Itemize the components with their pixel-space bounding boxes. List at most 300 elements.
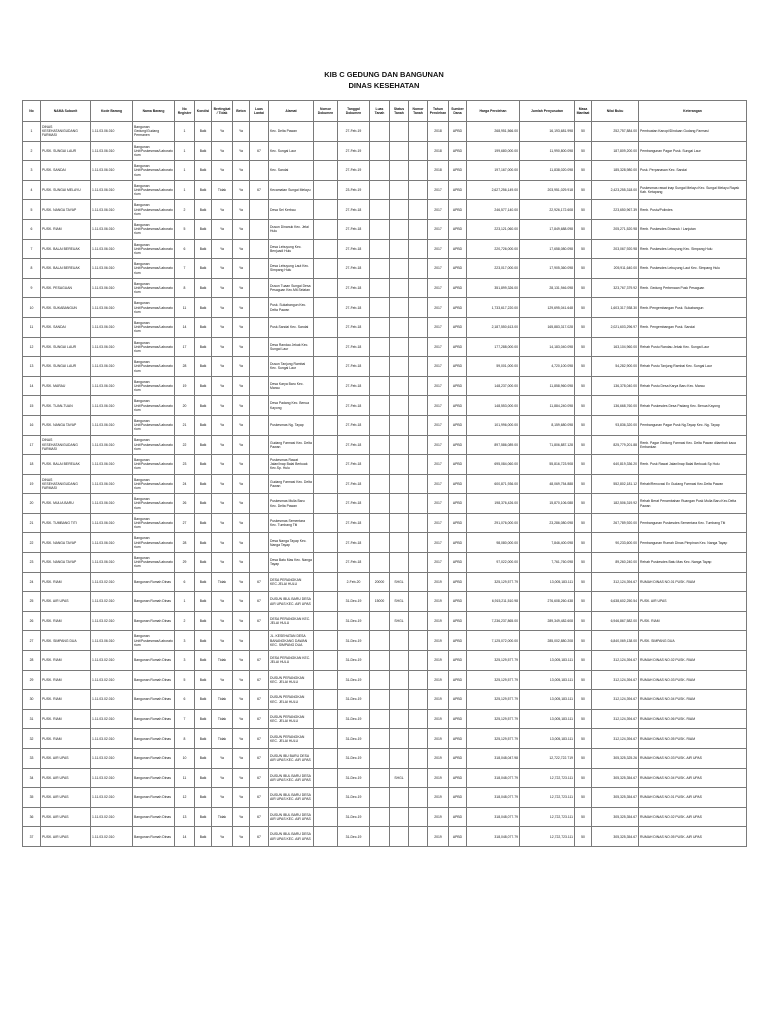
table-cell: Baik [195,219,212,239]
table-cell: 305,325,354.67 [592,768,639,788]
table-cell [390,729,409,749]
table-cell: Bangunan Rumah Dinas [133,572,175,592]
table-cell: Ya [212,298,233,318]
table-cell: Ya [212,611,233,631]
table-cell: 50 [575,455,592,475]
table-cell: PUSK. SUNGAI LAUR [41,141,91,161]
table-cell: 305,325,325.26 [592,749,639,769]
table-cell: Ya [212,122,233,142]
table-row [23,317,747,337]
table-cell: RUMAH DINAS NO.04 PUSK. RIAM [639,690,747,710]
table-cell: 31-Dec-19 [338,827,370,847]
table-cell: 203,951,029.918 [520,180,575,200]
table-cell: PUSK. BALAI BEREUAK [41,239,91,259]
table-row [23,239,747,259]
table-cell: APBD [449,337,467,357]
table-cell: 101,996,000.00 [467,415,520,435]
table-cell [390,180,409,200]
table-cell: Pembangunan Pagar Pusk Ng.Tayap Kec. Ng. Tayap [639,415,747,435]
table-cell [409,278,428,298]
table-cell: PUSK. SUNGAI MELAYU [41,180,91,200]
table-cell: Desa Sei Kerbau [269,200,314,220]
table-cell: 2019 [428,631,449,651]
table-cell: Baik [195,122,212,142]
table-cell: Kec. Delta Pawan [269,122,314,142]
table-cell: Desa Batu Mas Kec. Nanga Tayap [269,553,314,573]
table-cell [250,337,269,357]
table-cell: Ya [212,768,233,788]
table-row [23,376,747,396]
table-cell: 1.11.03.06.010 [91,376,133,396]
table-cell [250,239,269,259]
table-cell [314,435,338,455]
table-cell: 27 [23,631,41,651]
inventory-table [22,100,747,847]
table-cell [314,337,338,357]
table-cell: 12,722,722.719 [520,749,575,769]
table-cell: 182,506,319.92 [592,494,639,514]
table-cell: 252,757,884.00 [592,122,639,142]
table-cell [409,239,428,259]
table-cell: 1.11.03.02.010 [91,749,133,769]
table-cell: 312,124,394.67 [592,572,639,592]
column-header: Keterangan [639,101,747,122]
table-cell: Renb. Puskesdes Lebuyung Kec. Simpang Hulu [639,239,747,259]
table-cell [390,122,409,142]
table-cell: Bangunan Unit/Puskesmas/Laboratorium [133,141,175,161]
table-cell: PUSK. SANDAI [41,161,91,181]
table-cell: PUSK. SUNGAI LAUR [41,357,91,377]
table-cell [409,611,428,631]
column-header: No [23,101,41,122]
table-cell: PUSK. TUAN-TUAN [41,396,91,416]
table-cell: Baik [195,749,212,769]
table-row [23,337,747,357]
table-cell [314,788,338,808]
table-row [23,533,747,553]
table-cell: Dusun Tuaan Sungai Desa Pesaguan Kec.Mtl.Selatan [269,278,314,298]
table-cell: 6,840,069,138.00 [592,631,639,651]
table-cell: Desa Randau Jekak Kec. Sungai Laur [269,337,314,357]
table-cell [390,827,409,847]
table-cell: 67 [250,729,269,749]
table-cell: 10 [23,298,41,318]
table-row [23,455,747,475]
table-cell: 148,237,000.00 [467,376,520,396]
table-cell: 6,915,211,510.98 [467,592,520,612]
table-cell: 7 [175,709,195,729]
table-cell: Ya [233,180,250,200]
table-cell: Ya [233,337,250,357]
table-cell: Bangunan Unit/Puskesmas/Laboratorium [133,200,175,220]
table-cell [390,455,409,475]
table-cell [250,455,269,475]
table-cell: 50 [575,807,592,827]
table-cell: Ya [233,827,250,847]
table-cell: DUSUN IBUL BARU DESA AIR UPAS KEC. AIR UPAS [269,807,314,827]
table-cell: 32 [23,729,41,749]
table-cell: 325,129,577.79 [467,709,520,729]
table-cell: Ya [212,788,233,808]
table-cell: PUSK. PESAGUAN [41,278,91,298]
table-cell: PUSK. NANGA TAYAP [41,533,91,553]
table-cell: Ya [233,690,250,710]
table-cell [314,161,338,181]
table-cell: Bangunan Unit/Puskesmas/Laboratorium [133,278,175,298]
table-cell: 4 [23,180,41,200]
table-cell [390,161,409,181]
table-cell [409,788,428,808]
table-cell: 67 [250,788,269,808]
table-cell: 50 [575,396,592,416]
table-cell: Renb. Pagar Gedung Farmasi Kec. Delta Pawan dilambah kaca Embankan [639,435,747,455]
table-cell: 50 [575,180,592,200]
table-cell: 8 [23,259,41,279]
table-cell: 2,423,255,318.00 [592,180,639,200]
table-cell [390,690,409,710]
table-cell: 2018 [428,161,449,181]
table-cell: Baik [195,807,212,827]
table-cell: Bangunan Rumah Dinas [133,768,175,788]
table-row [23,827,747,847]
table-cell: 2017 [428,317,449,337]
table-cell: Ya [233,298,250,318]
table-cell: DESA PERANGKAN KEC. JELAI HULU [269,611,314,631]
table-cell: Baik [195,670,212,690]
table-cell: Baik [195,611,212,631]
table-cell: PUSK. RIAM [41,219,91,239]
table-cell: 1.11.03.06.010 [91,455,133,475]
table-cell: 27-Feb-19 [338,161,370,181]
table-cell: 11 [23,317,41,337]
table-cell: 50 [575,278,592,298]
table-cell: 24 [175,474,195,494]
table-cell [409,768,428,788]
table-cell: 351,899,326.00 [467,278,520,298]
table-cell: 13,005,183.111 [520,729,575,749]
table-cell: 14 [23,376,41,396]
table-cell: RUMAH DINAS NO.02 PUSK. AIR UPAS [639,807,747,827]
table-cell: 27-Feb-18 [338,357,370,377]
table-cell: 312,124,394.67 [592,690,639,710]
table-cell: 2017 [428,200,449,220]
table-cell: 16 [23,415,41,435]
table-cell: Baik [195,827,212,847]
table-cell: 3 [175,631,195,651]
table-cell: 98,080,000.00 [467,533,520,553]
table-cell [370,827,390,847]
table-row [23,631,747,651]
table-cell: 2019 [428,611,449,631]
table-cell: Baik [195,278,212,298]
table-cell: 50 [575,513,592,533]
table-cell [390,219,409,239]
table-cell: 2019 [428,572,449,592]
table-cell: 1.11.03.02.010 [91,807,133,827]
table-cell: APBD [449,611,467,631]
table-cell [250,219,269,239]
table-cell: Ya [233,670,250,690]
table-cell: 1.11.03.06.010 [91,474,133,494]
table-cell: 50 [575,219,592,239]
table-cell: Puskesmas Rawat Jalan/Inap Balai Berkuak Kec.Sp. Hulu [269,455,314,475]
table-cell: Desa Nanga Tayap Kec. Nanga Tayap [269,533,314,553]
table-cell: Rehab Puskesdes Desa Padang Kec. Benua Kayong [639,396,747,416]
table-cell: Kecamatan Sungai Melayu [269,180,314,200]
table-cell: Desa Lebuyung Kec. Benjuadi Hulu [269,239,314,259]
table-cell: APBD [449,729,467,749]
table-cell: 17 [23,435,41,455]
table-cell [370,807,390,827]
table-cell [370,435,390,455]
table-cell: 312,124,394.67 [592,670,639,690]
table-cell [409,494,428,514]
table-cell: 5 [23,200,41,220]
table-cell [314,357,338,377]
table-cell [409,651,428,671]
table-cell: Kec. Sandai [269,161,314,181]
table-cell: 50 [575,259,592,279]
table-cell [314,827,338,847]
table-cell: Ya [233,200,250,220]
table-cell: Ya [212,533,233,553]
table-cell: 12 [175,788,195,808]
table-cell: 305,325,354.67 [592,807,639,827]
table-cell [314,749,338,769]
table-cell: 67 [250,690,269,710]
table-cell: APBD [449,592,467,612]
table-cell: 27-Feb-18 [338,415,370,435]
column-header: Kode Barang [91,101,133,122]
table-cell: 35 [23,788,41,808]
table-cell: 13,005,183.111 [520,690,575,710]
table-cell: 17 [175,337,195,357]
table-cell: 1.11.03.06.010 [91,141,133,161]
table-cell: Baik [195,592,212,612]
table-cell: 2 [175,200,195,220]
table-cell: 2 [23,141,41,161]
table-cell: 695,084,060.00 [467,455,520,475]
table-cell: APBD [449,651,467,671]
table-cell [314,376,338,396]
table-cell [409,141,428,161]
table-cell: 11,884,240.098 [520,396,575,416]
table-cell: 198,376,426.00 [467,494,520,514]
table-cell [370,474,390,494]
table-cell: 10 [175,749,195,769]
table-cell: 2017 [428,494,449,514]
table-cell [370,396,390,416]
table-cell [250,415,269,435]
table-cell [370,729,390,749]
table-cell: Ya [212,161,233,181]
table-cell [370,631,390,651]
table-cell [370,690,390,710]
table-cell [409,435,428,455]
table-row [23,180,747,200]
table-cell: 2017 [428,455,449,475]
table-cell [250,494,269,514]
table-cell: 67 [250,768,269,788]
table-cell: 27-Feb-18 [338,513,370,533]
table-cell: 2017 [428,239,449,259]
table-cell: 31-Dec-19 [338,768,370,788]
table-cell: Dusun Dinanuk Kec. Jelai Hulu [269,219,314,239]
table-cell: JL. KESEHATAN DESA BANANGKANG DAWAN KEC. SIMPANG DUA [269,631,314,651]
table-row [23,435,747,455]
table-row [23,729,747,749]
table-cell: 2-Feb-20 [338,572,370,592]
table-row [23,651,747,671]
table-cell: Baik [195,415,212,435]
table-row [23,513,747,533]
table-header-row [23,101,747,122]
table-row [23,670,747,690]
table-cell: Pembangunan Puskesdes Sementara Kec. Tumbang Titi [639,513,747,533]
table-cell: 27-Feb-18 [338,474,370,494]
table-cell: 67 [250,141,269,161]
table-cell: APBD [449,219,467,239]
table-cell: APBD [449,239,467,259]
table-cell [409,807,428,827]
table-cell: 13,005,183.111 [520,572,575,592]
table-cell: RUMAH DINAS NO.04 PUSK. AIR UPAS [639,768,747,788]
table-cell: Ya [212,415,233,435]
table-cell: 50 [575,553,592,573]
table-cell: Ya [233,768,250,788]
table-cell: 4,720,100.098 [520,357,575,377]
table-cell: SHGL [390,611,409,631]
table-cell [390,807,409,827]
table-cell: 31-Dec-19 [338,631,370,651]
table-cell: PUSK. RIAM [41,709,91,729]
table-cell: 27-Feb-18 [338,553,370,573]
table-cell: 97,022,000.00 [467,553,520,573]
table-cell: 89,260,240.00 [592,553,639,573]
table-cell [409,337,428,357]
table-cell: 1.11.03.06.010 [91,513,133,533]
table-cell: Ya [233,455,250,475]
table-cell: 2,187,550,613.00 [467,317,520,337]
table-row [23,219,747,239]
table-cell [409,200,428,220]
table-cell: 205,911,640.00 [592,259,639,279]
table-cell: 13,005,183.111 [520,670,575,690]
table-cell: Ya [212,455,233,475]
table-cell [409,474,428,494]
table-row [23,122,747,142]
table-cell: 13,005,183.111 [520,709,575,729]
document-subtitle: DINAS KESEHATAN [348,81,420,90]
table-cell [409,396,428,416]
table-cell: Bangunan Gedung/Gudang Permanen [133,122,175,142]
table-cell: 28 [175,357,195,377]
table-cell [409,180,428,200]
table-cell: Baik [195,376,212,396]
table-cell: 67 [250,670,269,690]
table-cell: Bangunan Rumah Dinas [133,729,175,749]
table-cell [409,259,428,279]
table-cell: 27-Feb-18 [338,239,370,259]
table-cell: 11 [175,768,195,788]
table-cell: 93,836,320.00 [592,415,639,435]
table-cell: 50 [575,592,592,612]
table-cell: 27-Feb-18 [338,200,370,220]
table-row [23,690,747,710]
table-cell: 2017 [428,259,449,279]
table-cell: APBD [449,455,467,475]
table-row [23,259,747,279]
table-cell [250,200,269,220]
table-cell: 220,726,000.00 [467,239,520,259]
table-cell: Baik [195,513,212,533]
table-cell: 31-Dec-19 [338,729,370,749]
column-header: Nama Barang [133,101,175,122]
table-cell: Baik [195,357,212,377]
table-cell: 325,129,577.79 [467,690,520,710]
table-cell [314,533,338,553]
table-row [23,415,747,435]
column-header: Luas Lantai [250,101,269,122]
table-cell [314,141,338,161]
table-cell: 50 [575,572,592,592]
table-cell [409,572,428,592]
table-cell: 59,001,000.00 [467,357,520,377]
table-cell: RUMAH DINAS NO.05 PUSK. RIAM [639,729,747,749]
table-cell: PUSK. TUMBANG TITI [41,513,91,533]
table-cell [250,631,269,651]
table-cell: 50 [575,376,592,396]
table-cell: 3 [23,161,41,181]
table-body [23,122,747,847]
table-cell: APBD [449,709,467,729]
table-cell [390,494,409,514]
table-cell: Ya [233,376,250,396]
table-cell: PUSK. AIR UPAS [41,592,91,612]
table-cell: 50 [575,729,592,749]
table-cell [409,553,428,573]
table-cell [370,611,390,631]
table-cell: APBD [449,553,467,573]
table-cell: Ya [233,553,250,573]
table-cell [390,376,409,396]
table-cell: 30 [23,690,41,710]
table-cell [409,729,428,749]
table-cell: Baik [195,180,212,200]
table-cell: 2019 [428,651,449,671]
table-cell [250,298,269,318]
table-cell: 37 [23,827,41,847]
table-cell: 27-Feb-18 [338,259,370,279]
table-cell: Ya [233,651,250,671]
table-cell: 15 [23,396,41,416]
table-cell: 2019 [428,690,449,710]
table-cell: SHGL [390,572,409,592]
table-cell [314,553,338,573]
table-cell: Renb. Puskesdes Dinanuk / Lanjutan [639,219,747,239]
table-cell: 165,883,317.028 [520,317,575,337]
table-row [23,200,747,220]
table-cell: 20 [23,494,41,514]
table-cell [409,376,428,396]
table-cell: 50 [575,631,592,651]
table-cell: 12 [23,337,41,357]
table-cell: DUSUN IBUL BARU DESA AIR UPAS KEC. AIR UPAS [269,788,314,808]
table-cell [409,357,428,377]
table-cell [370,709,390,729]
table-cell: 318,048,077.79 [467,788,520,808]
table-cell: Bangunan Unit/Puskesmas/Laboratorium [133,513,175,533]
